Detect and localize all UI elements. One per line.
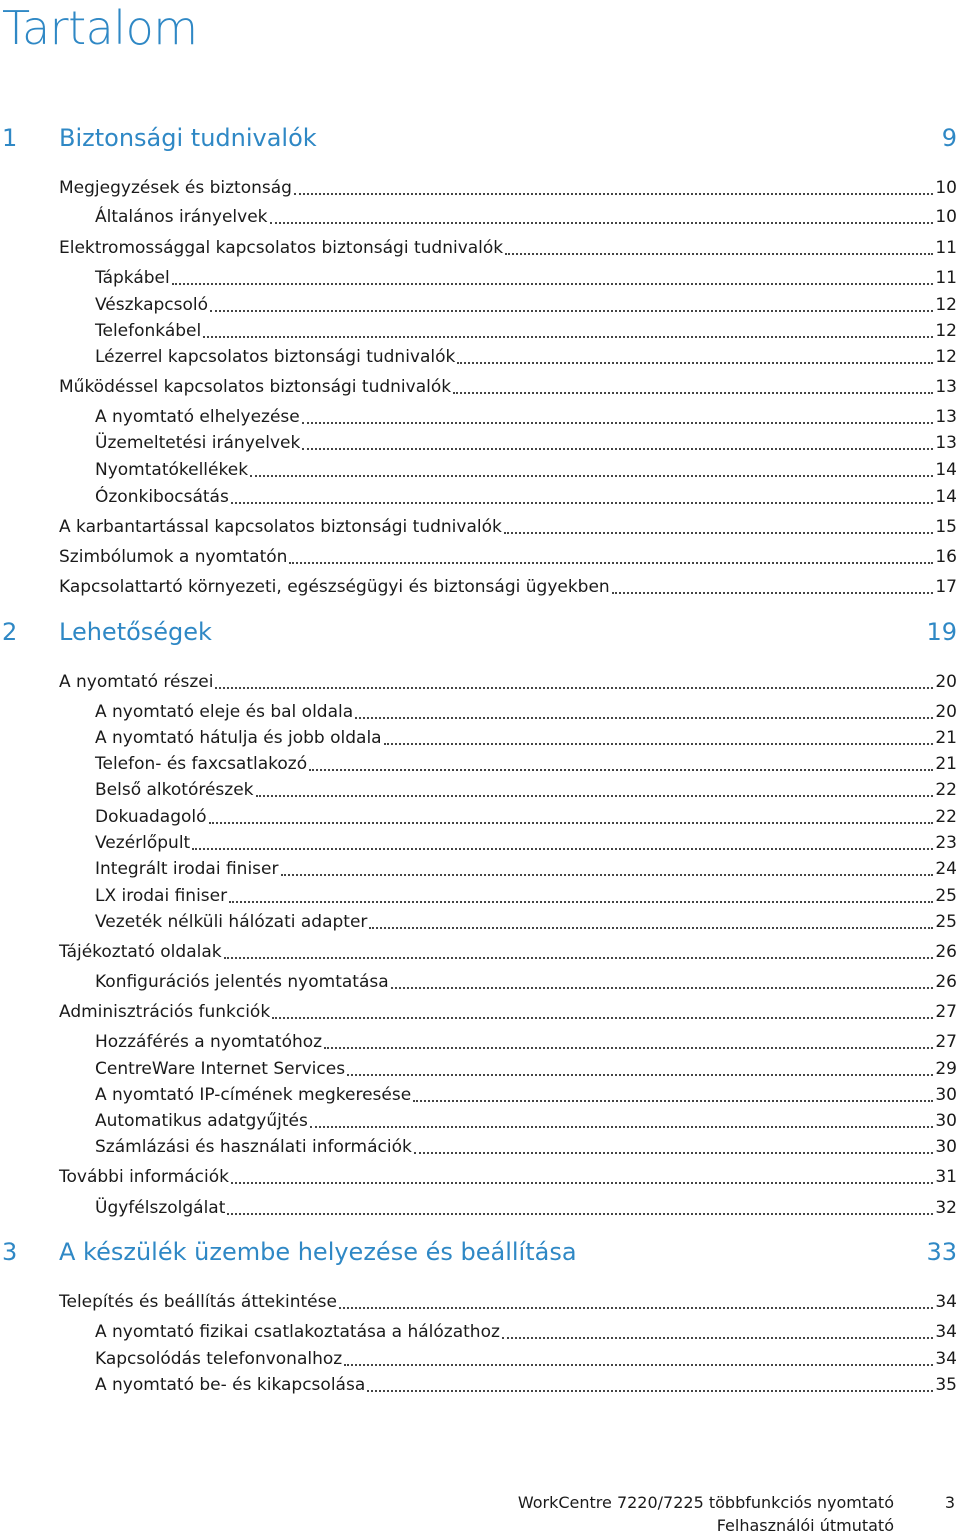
dot-leader — [391, 987, 934, 989]
toc-entry-page-number: 20 — [935, 672, 957, 692]
toc-entry-title: LX irodai finiser — [95, 886, 228, 906]
dot-leader — [324, 1047, 933, 1049]
toc-subentry[interactable] — [95, 752, 957, 776]
dot-leader — [231, 1182, 933, 1184]
toc-entry[interactable] — [59, 670, 957, 694]
dot-leader — [192, 848, 933, 850]
toc-entry-page-number: 13 — [935, 377, 957, 397]
dot-leader — [215, 687, 933, 689]
toc-entry[interactable] — [59, 176, 957, 200]
toc-entry-title: Tájékoztató oldalak — [59, 942, 222, 962]
toc-subentry[interactable] — [95, 1196, 957, 1220]
chapter-title: Biztonsági tudnivalók — [59, 124, 317, 152]
toc-entry-page-number: 13 — [935, 407, 957, 427]
page-title: Tartalom — [2, 1, 198, 55]
toc-entry-title: Megjegyzések és biztonság — [59, 178, 292, 198]
toc-subentry[interactable] — [95, 831, 957, 855]
toc-subentry[interactable] — [95, 857, 957, 881]
chapter-page-number: 33 — [926, 1238, 957, 1266]
toc-entry-page-number: 25 — [935, 912, 957, 932]
dot-leader — [369, 927, 933, 929]
toc-subentry[interactable] — [95, 805, 957, 829]
toc-entry-page-number: 10 — [935, 178, 957, 198]
toc-entry-page-number: 34 — [935, 1349, 957, 1369]
toc-entry-title: A nyomtató eleje és bal oldala — [95, 702, 354, 722]
footer-page-number: 3 — [944, 1493, 955, 1512]
dot-leader — [270, 222, 934, 224]
toc-entry-page-number: 13 — [935, 433, 957, 453]
toc-subentry[interactable] — [95, 910, 957, 934]
toc-entry-title: Telefonkábel — [95, 321, 202, 341]
toc-entry-title: Üzemeltetési irányelvek — [95, 433, 301, 453]
toc-entry[interactable] — [59, 1165, 957, 1189]
toc-entry-title: Vészkapcsoló — [95, 295, 209, 315]
toc-entry-title: Kapcsolattartó környezeti, egészségügyi és biztonsági ügyekben — [59, 577, 610, 597]
toc-entry-title: Tápkábel — [95, 268, 170, 288]
dot-leader — [227, 1213, 933, 1215]
dot-leader — [229, 901, 933, 903]
dot-leader — [504, 532, 934, 534]
toc-subentry[interactable] — [95, 266, 957, 290]
chapter-number: 1 — [2, 124, 18, 152]
toc-entry-title: A nyomtató fizikai csatlakoztatása a hálózathoz — [95, 1322, 500, 1342]
chapter-heading[interactable] — [0, 616, 957, 648]
toc-subentry[interactable] — [95, 458, 957, 482]
toc-entry-title: További információk — [59, 1167, 229, 1187]
toc-entry-title: Kapcsolódás telefonvonalhoz — [95, 1349, 343, 1369]
toc-entry-title: Szimbólumok a nyomtatón — [59, 547, 288, 567]
dot-leader — [612, 592, 934, 594]
toc-entry-title: Vezérlőpult — [95, 833, 191, 853]
toc-entry-page-number: 14 — [935, 460, 957, 480]
dot-leader — [355, 717, 933, 719]
toc-entry-title: Hozzáférés a nyomtatóhoz — [95, 1032, 323, 1052]
toc-entry-page-number: 35 — [935, 1375, 957, 1395]
chapter-title: Lehetőségek — [59, 618, 212, 646]
toc-entry-page-number: 10 — [935, 207, 957, 227]
dot-leader — [250, 475, 933, 477]
dot-leader — [294, 193, 933, 195]
toc-entry[interactable] — [59, 1000, 957, 1024]
toc-entry[interactable] — [59, 375, 957, 399]
dot-leader — [256, 795, 934, 797]
toc-subentry[interactable] — [95, 970, 957, 994]
toc-entry[interactable] — [59, 940, 957, 964]
toc-entry-page-number: 24 — [935, 859, 957, 879]
toc-entry-title: Konfigurációs jelentés nyomtatása — [95, 972, 389, 992]
toc-entry-page-number: 27 — [935, 1032, 957, 1052]
toc-entry-page-number: 12 — [935, 321, 957, 341]
toc-entry-title: Ügyfélszolgálat — [95, 1198, 226, 1218]
toc-entry[interactable] — [59, 1290, 957, 1314]
toc-entry-title: A nyomtató hátulja és jobb oldala — [95, 728, 382, 748]
dot-leader — [224, 957, 934, 959]
toc-subentry[interactable] — [95, 485, 957, 509]
dot-leader — [457, 362, 933, 364]
toc-subentry[interactable] — [95, 726, 957, 750]
dot-leader — [414, 1152, 934, 1154]
toc-entry-title: A karbantartással kapcsolatos biztonsági tudnivalók — [59, 517, 502, 537]
chapter-number: 2 — [2, 618, 18, 646]
toc-entry[interactable] — [59, 575, 957, 599]
toc-entry-page-number: 12 — [935, 295, 957, 315]
toc-subentry[interactable] — [95, 1320, 957, 1344]
toc-entry[interactable] — [59, 545, 957, 569]
dot-leader — [502, 1337, 933, 1339]
toc-entry-page-number: 16 — [935, 547, 957, 567]
footer-document-name: Felhasználói útmutató — [716, 1516, 894, 1535]
toc-entry-page-number: 29 — [935, 1059, 957, 1079]
toc-entry-page-number: 27 — [935, 1002, 957, 1022]
toc-subentry[interactable] — [95, 431, 957, 455]
toc-subentry[interactable] — [95, 1135, 957, 1159]
toc-entry-page-number: 30 — [935, 1111, 957, 1131]
footer-product-name: WorkCentre 7220/7225 többfunkciós nyomtató — [517, 1493, 894, 1512]
toc-entry-title: Nyomtatókellékek — [95, 460, 249, 480]
toc-entry-page-number: 12 — [935, 347, 957, 367]
toc-entry-title: Számlázási és használati információk — [95, 1137, 412, 1157]
toc-entry-title: Integrált irodai finiser — [95, 859, 279, 879]
toc-entry-page-number: 20 — [935, 702, 957, 722]
dot-leader — [302, 422, 934, 424]
dot-leader — [413, 1100, 933, 1102]
toc-subentry[interactable] — [95, 1373, 957, 1397]
dot-leader — [384, 743, 934, 745]
toc-subentry[interactable] — [95, 700, 957, 724]
toc-entry-page-number: 21 — [935, 754, 957, 774]
toc-entry-page-number: 26 — [935, 972, 957, 992]
toc-entry-title: CentreWare Internet Services — [95, 1059, 346, 1079]
dot-leader — [347, 1074, 933, 1076]
toc-entry-page-number: 11 — [935, 238, 957, 258]
toc-subentry[interactable] — [95, 884, 957, 908]
dot-leader — [272, 1017, 933, 1019]
dot-leader — [172, 283, 934, 285]
toc-entry-title: A nyomtató részei — [59, 672, 214, 692]
toc-subentry[interactable] — [95, 405, 957, 429]
toc-entry-title: Automatikus adatgyűjtés — [95, 1111, 308, 1131]
toc-entry-page-number: 11 — [935, 268, 957, 288]
toc-entry-page-number: 25 — [935, 886, 957, 906]
chapter-page-number: 9 — [941, 124, 957, 152]
dot-leader — [367, 1390, 933, 1392]
chapter-heading[interactable] — [0, 122, 957, 154]
toc-entry-page-number: 15 — [935, 517, 957, 537]
toc-entry-page-number: 32 — [935, 1198, 957, 1218]
chapter-heading[interactable] — [0, 1236, 957, 1268]
dot-leader — [210, 310, 933, 312]
toc-entry-title: Lézerrel kapcsolatos biztonsági tudnivalók — [95, 347, 456, 367]
dot-leader — [339, 1307, 933, 1309]
toc-entry-title: Adminisztrációs funkciók — [59, 1002, 271, 1022]
dot-leader — [231, 502, 934, 504]
toc-entry-title: A nyomtató elhelyezése — [95, 407, 300, 427]
toc-entry-page-number: 22 — [935, 807, 957, 827]
dot-leader — [203, 336, 933, 338]
toc-entry-title: Dokuadagoló — [95, 807, 207, 827]
chapter-page-number: 19 — [926, 618, 957, 646]
toc-entry-title: Telefon- és faxcsatlakozó — [95, 754, 308, 774]
toc-entry-page-number: 17 — [935, 577, 957, 597]
toc-entry-page-number: 26 — [935, 942, 957, 962]
toc-subentry[interactable] — [95, 205, 957, 229]
toc-entry-title: Ózonkibocsátás — [95, 487, 229, 507]
chapter-number: 3 — [2, 1238, 18, 1266]
toc-entry-title: Belső alkotórészek — [95, 780, 254, 800]
chapter-title: A készülék üzembe helyezése és beállítása — [59, 1238, 577, 1266]
toc-entry-page-number: 34 — [935, 1322, 957, 1342]
toc-subentry[interactable] — [95, 1030, 957, 1054]
toc-entry-page-number: 14 — [935, 487, 957, 507]
toc-entry[interactable] — [59, 236, 957, 260]
dot-leader — [505, 253, 933, 255]
toc-entry-page-number: 30 — [935, 1137, 957, 1157]
toc-subentry[interactable] — [95, 1109, 957, 1133]
dot-leader — [453, 392, 933, 394]
toc-entry-page-number: 31 — [935, 1167, 957, 1187]
toc-entry-title: A nyomtató be- és kikapcsolása — [95, 1375, 366, 1395]
dot-leader — [309, 769, 933, 771]
dot-leader — [281, 874, 934, 876]
toc-entry-title: Elektromossággal kapcsolatos biztonsági tudnivalók — [59, 238, 504, 258]
dot-leader — [209, 822, 934, 824]
toc-entry-title: Általános irányelvek — [95, 207, 268, 227]
dot-leader — [344, 1364, 933, 1366]
toc-entry[interactable] — [59, 515, 957, 539]
toc-entry-page-number: 21 — [935, 728, 957, 748]
dot-leader — [302, 448, 933, 450]
toc-subentry[interactable] — [95, 293, 957, 317]
toc-entry-title: A nyomtató IP-címének megkeresése — [95, 1085, 412, 1105]
toc-subentry[interactable] — [95, 778, 957, 802]
toc-entry-page-number: 30 — [935, 1085, 957, 1105]
toc-entry-page-number: 22 — [935, 780, 957, 800]
toc-subentry[interactable] — [95, 1057, 957, 1081]
toc-subentry[interactable] — [95, 319, 957, 343]
toc-entry-title: Működéssel kapcsolatos biztonsági tudnivalók — [59, 377, 452, 397]
toc-entry-title: Vezeték nélküli hálózati adapter — [95, 912, 368, 932]
toc-entry-page-number: 23 — [935, 833, 957, 853]
toc-subentry[interactable] — [95, 1347, 957, 1371]
dot-leader — [289, 562, 933, 564]
toc-entry-title: Telepítés és beállítás áttekintése — [59, 1292, 337, 1312]
toc-entry-page-number: 34 — [935, 1292, 957, 1312]
dot-leader — [310, 1126, 934, 1128]
toc-subentry[interactable] — [95, 1083, 957, 1107]
toc-subentry[interactable] — [95, 345, 957, 369]
